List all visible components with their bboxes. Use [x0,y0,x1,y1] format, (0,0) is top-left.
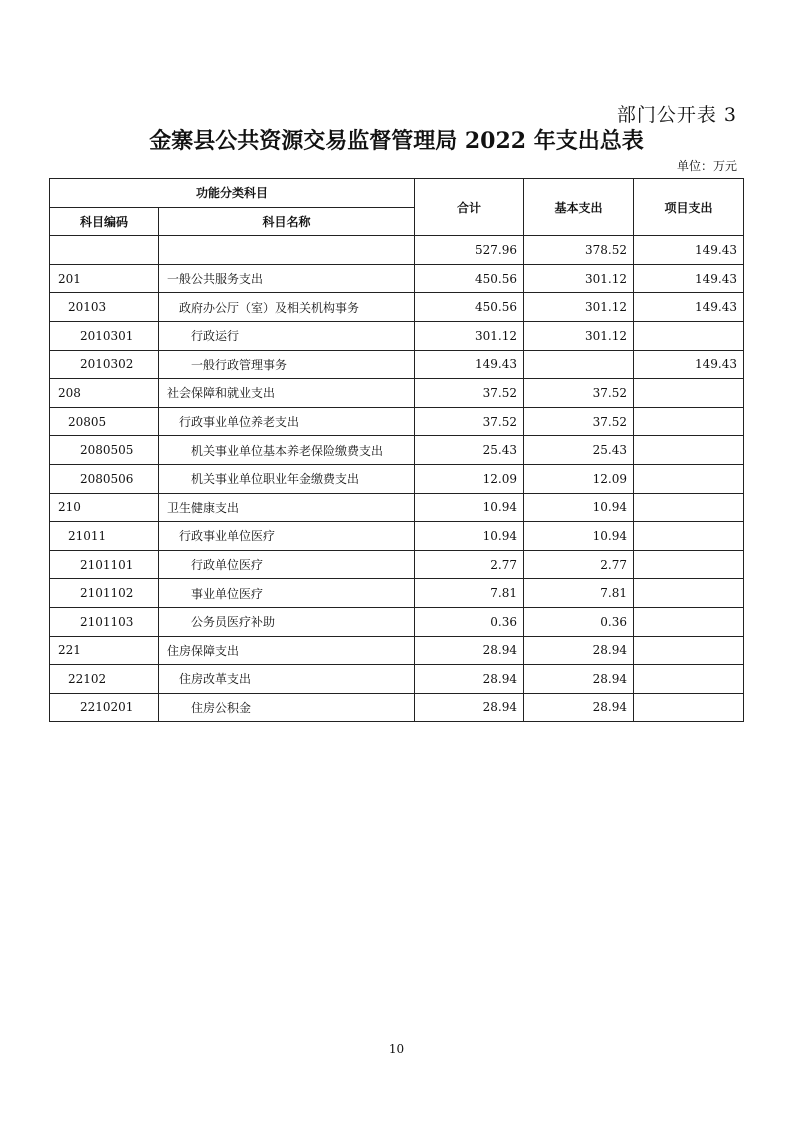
cell-project [634,321,744,350]
cell-name: 住房改革支出 [159,665,415,694]
table-row [50,321,744,350]
cell-code [50,236,159,265]
cell-basic: 28.94 [524,693,634,722]
cell-code: 221 [50,636,159,665]
cell-code: 2080505 [50,436,159,465]
cell-name: 一般公共服务支出 [159,264,415,293]
cell-basic: 2.77 [524,550,634,579]
cell-basic: 10.94 [524,522,634,551]
cell-code: 2101102 [50,579,159,608]
cell-code: 2010302 [50,350,159,379]
table-row [50,522,744,551]
cell-total: 2.77 [415,550,524,579]
cell-project [634,636,744,665]
cell-total: 450.56 [415,293,524,322]
table-header [50,179,744,236]
cell-project [634,493,744,522]
cell-basic: 10.94 [524,493,634,522]
cell-project [634,464,744,493]
cell-total: 37.52 [415,379,524,408]
cell-project [634,607,744,636]
table-row [50,293,744,322]
table-row [50,264,744,293]
cell-total: 527.96 [415,236,524,265]
cell-name: 公务员医疗补助 [159,607,415,636]
cell-code: 20805 [50,407,159,436]
cell-total: 10.94 [415,493,524,522]
cell-name: 住房保障支出 [159,636,415,665]
header-code: 科目编码 [50,207,159,236]
cell-name: 事业单位医疗 [159,579,415,608]
cell-total: 149.43 [415,350,524,379]
cell-name: 行政事业单位养老支出 [159,407,415,436]
cell-code: 210 [50,493,159,522]
cell-basic: 0.36 [524,607,634,636]
table-row [50,464,744,493]
table-row [50,636,744,665]
table-row [50,493,744,522]
cell-name: 机关事业单位职业年金缴费支出 [159,464,415,493]
cell-name: 行政单位医疗 [159,550,415,579]
cell-name: 政府办公厅（室）及相关机构事务 [159,293,415,322]
header-basic: 基本支出 [524,179,634,236]
table-label: 部门公开表 3 [616,104,737,126]
cell-code: 22102 [50,665,159,694]
cell-basic: 12.09 [524,464,634,493]
cell-basic: 28.94 [524,665,634,694]
expense-table [49,178,744,722]
cell-total: 7.81 [415,579,524,608]
table-row [50,607,744,636]
cell-name: 行政运行 [159,321,415,350]
header-function-category: 功能分类科目 [50,179,415,208]
table-row [50,379,744,408]
cell-name: 卫生健康支出 [159,493,415,522]
cell-code: 208 [50,379,159,408]
cell-code: 20103 [50,293,159,322]
cell-name: 机关事业单位基本养老保险缴费支出 [159,436,415,465]
cell-code: 2101103 [50,607,159,636]
cell-basic: 37.52 [524,407,634,436]
cell-total: 301.12 [415,321,524,350]
header-total: 合计 [415,179,524,236]
table-row [50,436,744,465]
cell-project [634,550,744,579]
cell-total: 450.56 [415,264,524,293]
cell-name: 一般行政管理事务 [159,350,415,379]
cell-code: 2080506 [50,464,159,493]
cell-name: 社会保障和就业支出 [159,379,415,408]
cell-code: 2010301 [50,321,159,350]
cell-basic: 37.52 [524,379,634,408]
table-row [50,407,744,436]
cell-basic: 301.12 [524,264,634,293]
cell-project: 149.43 [634,293,744,322]
cell-project [634,407,744,436]
cell-basic: 378.52 [524,236,634,265]
table-row [50,550,744,579]
cell-project [634,665,744,694]
cell-code: 201 [50,264,159,293]
cell-basic: 7.81 [524,579,634,608]
cell-project [634,693,744,722]
header-project: 项目支出 [634,179,744,236]
table-body [50,236,744,722]
cell-basic: 28.94 [524,636,634,665]
cell-code: 2210201 [50,693,159,722]
cell-total: 12.09 [415,464,524,493]
cell-basic: 25.43 [524,436,634,465]
table-row [50,693,744,722]
cell-basic [524,350,634,379]
cell-project [634,379,744,408]
cell-name: 住房公积金 [159,693,415,722]
cell-basic: 301.12 [524,293,634,322]
cell-code: 21011 [50,522,159,551]
cell-name [159,236,415,265]
cell-name: 行政事业单位医疗 [159,522,415,551]
page-number: 10 [388,1042,405,1056]
cell-project: 149.43 [634,264,744,293]
table-row [50,579,744,608]
cell-code: 2101101 [50,550,159,579]
unit-label: 单位：万元 [676,159,737,173]
cell-total: 28.94 [415,636,524,665]
table-row [50,665,744,694]
cell-total: 0.36 [415,607,524,636]
table-row [50,236,744,265]
cell-project: 149.43 [634,350,744,379]
cell-total: 28.94 [415,665,524,694]
cell-total: 25.43 [415,436,524,465]
cell-total: 10.94 [415,522,524,551]
cell-basic: 301.12 [524,321,634,350]
cell-project [634,522,744,551]
cell-project [634,436,744,465]
table-row [50,350,744,379]
header-name: 科目名称 [159,207,415,236]
cell-project [634,579,744,608]
cell-total: 37.52 [415,407,524,436]
cell-total: 28.94 [415,693,524,722]
cell-project: 149.43 [634,236,744,265]
page-title: 金寨县公共资源交易监督管理局 2022 年支出总表 [149,128,644,154]
